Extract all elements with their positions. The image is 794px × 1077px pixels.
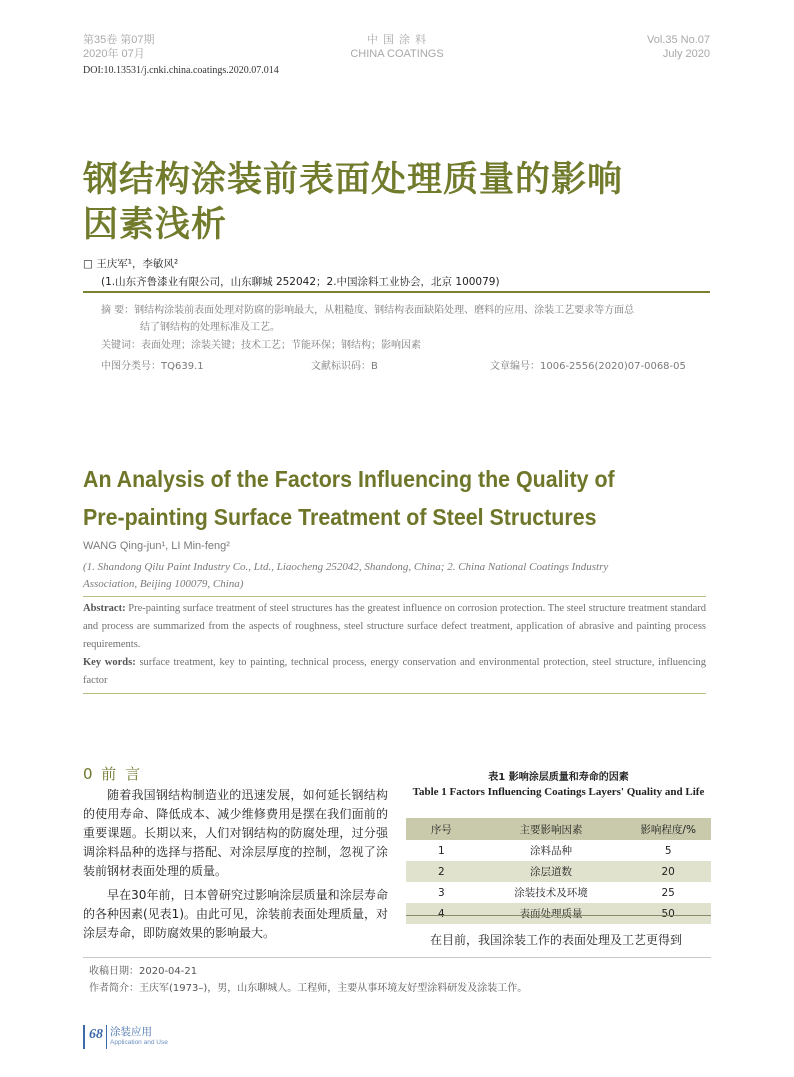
abstract-cn: 摘 要：钢结构涂装前表面处理对防腐的影响最大，从粗糙度、钢结构表面缺陷处理、磨料的应用、涂装工艺要求等方面总 结了钢结构的处理标准及工艺。 (101, 305, 635, 333)
footer-bar (83, 1025, 85, 1049)
affiliation-cn: (1.山东齐鲁漆业有限公司，山东聊城 252042；2.中国涂料工业协会，北京 100079) (101, 276, 500, 288)
footer-column-cn: 涂装应用 (110, 1026, 152, 1038)
abstract-top-rule (83, 596, 706, 597)
table-cell: 涂层道数 (477, 861, 626, 882)
received-date: 收稿日期：2020-04-21 (89, 966, 198, 977)
authors-cn: □ 王庆军¹，李敏风² (83, 258, 179, 270)
document-code: 文献标识码：B (311, 361, 378, 372)
doi: DOI:10.13531/j.cnki.china.coatings.2020.07.014 (83, 65, 279, 76)
abstract-en: Abstract: Pre-painting surface treatment of steel structures has the greatest influence on corrosion protection. The steel structure treatment standard and process are summarized from the aspects of roughness, steel structure surface defect treatment, application of abrasive and painting process requirements. (83, 603, 707, 650)
table-cell: 3 (437, 886, 445, 899)
table-cell: 1 (437, 844, 445, 857)
table-cell: 20 (625, 861, 711, 882)
header-journal-name: 中 国 涂 料 CHINA COATINGS (350, 34, 444, 60)
clc-number: 中图分类号：TQ639.1 (101, 361, 204, 372)
table-cell: 涂装技术及环境 (514, 887, 588, 899)
table-header-factor: 主要影响因素 (477, 818, 626, 840)
header-issue-cn: 第35卷 第07期 2020年 07月 (83, 34, 155, 60)
table-cell: 50 (625, 903, 711, 924)
table-cell: 25 (661, 886, 675, 899)
table-cell: 5 (664, 844, 672, 857)
page-number: 68 (89, 1027, 103, 1042)
title-rule (83, 291, 710, 293)
title-en: An Analysis of the Factors Influencing the Quality of Pre-painting Surface Treatment of Steel Structures (83, 466, 615, 530)
table-cell: 4 (406, 903, 477, 924)
author-bio: 作者简介：王庆军(1973–)，男，山东聊城人。工程师，主要从事环境友好型涂料研发及涂装工作。 (89, 983, 528, 994)
keywords-en: Key words: surface treatment, key to painting, technical process, energy conservation and environmental protection, steel structure, influencing factor (83, 657, 707, 686)
body-paragraph-2: 早在30年前，日本曾研究过影响涂层质量和涂层寿命的各种因素(见表1)。由此可见，涂装前表面处理质量，对涂层寿命，即防腐效果的影响最大。 (83, 888, 389, 940)
table-row (406, 903, 711, 924)
authors-en: WANG Qing-jun¹, LI Min-feng² (83, 540, 230, 552)
keywords-cn: 关键词：表面处理；涂装关键；技术工艺；节能环保；钢结构；影响因素 (101, 340, 421, 351)
footer-column-en: Application and Use (110, 1039, 168, 1046)
table-factors (406, 818, 711, 924)
table-cell: 表面处理质量 (477, 903, 626, 924)
table-header-degree: 影响程度/% (625, 818, 711, 840)
footer-divider (106, 1025, 107, 1049)
table-caption-cn: 表1 影响涂层质量和寿命的因素 (488, 772, 629, 783)
body-paragraph-1: 随着我国钢结构制造业的迅速发展，如何延长钢结构的使用寿命、降低成本、减少维修费用是摆在我们面前的重要课题。长期以来，人们对钢结构的防腐处理，过分强调涂料品种的选择与搭配、对涂层厚度的控制，忽视了涂装前钢材表面处理的质量。 (83, 788, 388, 878)
header-issue-en: Vol.35 No.07 July 2020 (647, 34, 710, 60)
article-number: 文章编号：1006-2556(2020)07-0068-05 (490, 361, 686, 372)
section-heading-preface: 0 前 言 (83, 765, 143, 783)
abstract-bottom-rule (83, 693, 706, 694)
table-header-no: 序号 (406, 818, 477, 840)
body-paragraph-right: 在目前，我国涂装工作的表面处理及工艺更得到 (430, 933, 683, 947)
footnote-rule (83, 957, 711, 958)
table-cell: 2 (406, 861, 477, 882)
table-cell: 涂料品种 (530, 845, 572, 857)
affiliation-en: (1. Shandong Qilu Paint Industry Co., Ltd., Liaocheng 252042, Shandong, China; 2. China National Coatings Industry Association, Beijing 100079, China) (83, 561, 609, 590)
table-row (406, 882, 711, 903)
table-row (406, 840, 711, 861)
table-row (406, 861, 711, 882)
table-caption-en: Table 1 Factors Influencing Coatings Layers' Quality and Life (412, 786, 705, 798)
title-cn: 钢结构涂装前表面处理质量的影响 因素浅析 (83, 160, 624, 245)
table-bottom-rule (406, 915, 711, 916)
